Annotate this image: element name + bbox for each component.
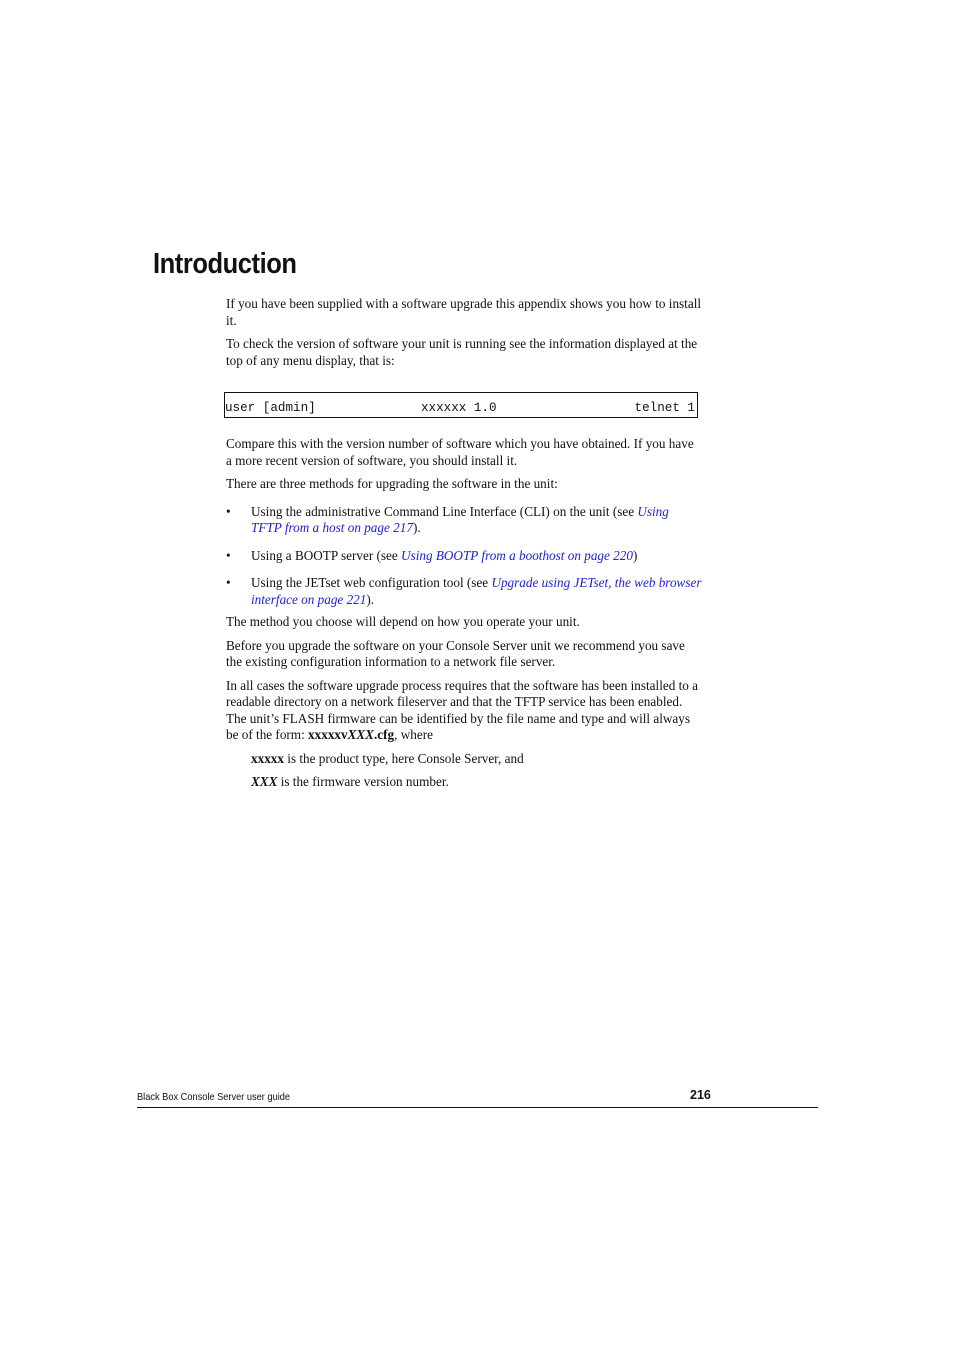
footer-divider: [137, 1107, 818, 1108]
list-item: • Using the administrative Command Line Interface (CLI) on the unit (see Using TFTP from a host on page 217).: [226, 503, 669, 535]
requirements-paragraph: In all cases the software upgrade process requires that the software has been installed to a readable directory on a network fileserver and that the TFTP service has been enabled. The unit’s FLASH firmware can be identified by the file name and type and will always be of the form: xxxxxvXXX.cfg, where: [226, 677, 699, 742]
definition-version: XXX is the firmware version number.: [251, 774, 449, 789]
link-bootp[interactable]: Using BOOTP from a boothost on page 220: [401, 547, 633, 563]
link-tftp[interactable]: Using TFTP from a host on page 217: [251, 503, 669, 535]
terminal-session: telnet 1: [634, 401, 695, 415]
backup-paragraph: Before you upgrade the software on your Console Server unit we recommend you save the existing configuration information to a network file server.: [226, 637, 685, 669]
menu-header-example: [224, 392, 698, 418]
terminal-user: user [admin]: [225, 401, 316, 415]
definition-product-type: xxxxx is the product type, here Console Server, and: [251, 750, 524, 766]
terminal-version: xxxxxx 1.0: [421, 401, 497, 415]
intro-paragraph: If you have been supplied with a software upgrade this appendix shows you how to install it.: [226, 296, 702, 328]
list-item: • Using a BOOTP server (see Using BOOTP from a boothost on page 220): [226, 547, 638, 563]
file-form: xxxxxvXXX.cfg: [308, 727, 395, 742]
bullet: •: [226, 503, 231, 519]
body-content: [226, 296, 702, 798]
bullet: •: [226, 575, 231, 590]
compare-paragraph: Compare this with the version number of software which you have obtained. If you have a more recent version of software, you should install it.: [226, 436, 694, 468]
page-number: 216: [690, 1088, 711, 1102]
bullet: •: [226, 547, 231, 563]
link-jetset[interactable]: Upgrade using JETset, the web browser interface on page 221: [251, 575, 702, 607]
methods-intro: There are three methods for upgrading the software in the unit:: [226, 476, 558, 491]
page-title: Introduction: [153, 248, 297, 280]
version-check-paragraph: To check the version of software your unit is running see the information displayed at the top of any menu display, that is:: [226, 336, 698, 368]
method-choice-paragraph: The method you choose will depend on how you operate your unit.: [226, 614, 580, 629]
list-item: • Using the JETset web configuration tool (see Upgrade using JETset, the web browser interface on page 221).: [226, 575, 702, 607]
methods-list: [226, 504, 702, 609]
footer-guide-title: Black Box Console Server user guide: [137, 1091, 291, 1103]
